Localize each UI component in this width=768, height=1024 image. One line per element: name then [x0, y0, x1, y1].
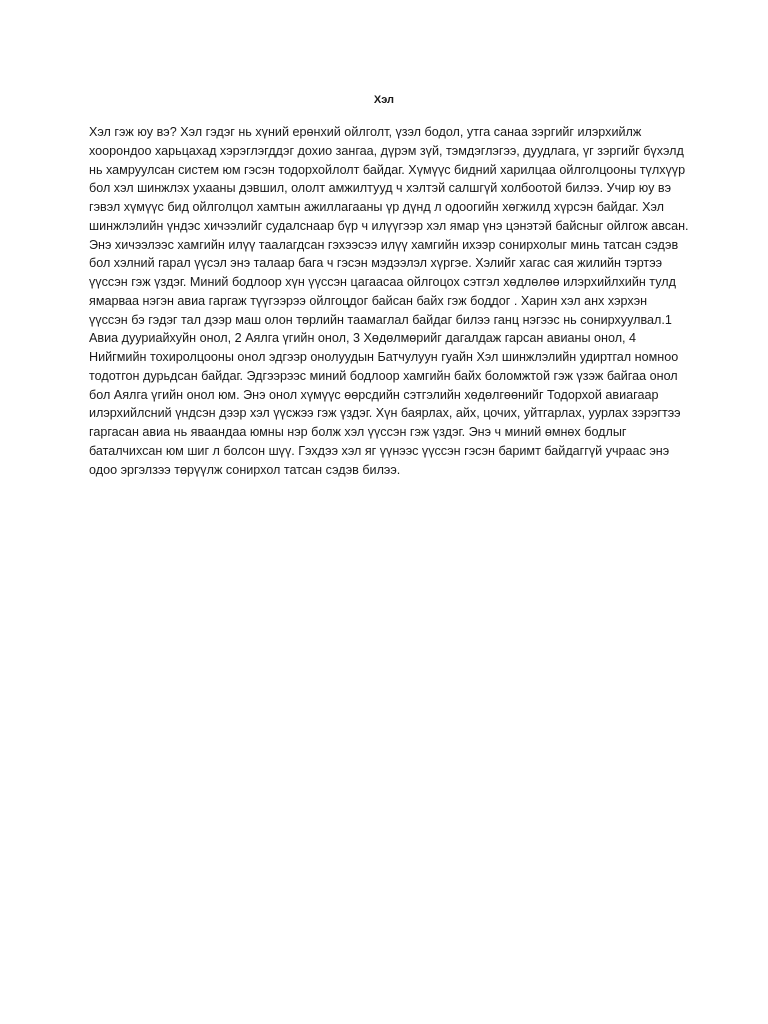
document-body-paragraph: Хэл гэж юу вэ? Хэл гэдэг нь хүний ерөнхий ойлголт, үзэл бодол, утга санаа зэргийг илэрхийлж хоорондоо харьцахад хэрэглэгддэг дохио зангаа, дүрэм зүй, тэмдэглэгээ, дуудлага, үг зэргийг бүхэлд нь хамруулсан систем юм гэсэн тодорхойлолт байдаг. Хүмүүс бидний харилцаа ойлголцооны түлхүүр бол хэл шинжлэх ухааны дэвшил, ололт амжилтууд ч хэлтэй салшгүй холбоотой билээ. Учир юу вэ гэвэл хүмүүс бид ойлголцол хамтын ажиллагааны үр дүнд л одоогийн хөгжилд хүрсэн байдаг. Хэл шинжлэлийн үндэс хичээлийг судалснаар бүр ч илүүгээр хэл ямар үнэ цэнэтэй байсныг ойлгож авсан. Энэ хичээлээс хамгийн илүү таалагдсан гэхээсээ илүү хамгийн ихээр сонирхолыг минь татсан сэдэв бол хэлний гарал үүсэл энэ талаар бага ч гэсэн мэдээлэл хүргэе. Хэлийг хагас сая жилийн тэртээ үүссэн гэж үздэг. Миний бодлоор хүн үүссэн цагаасаа ойлгоцох сэтгэл хөдлөлөө илэрхийлхийн тулд ямарваа нэгэн авиа гаргаж түүгээрээ ойлгоцдог байсан байх гэж боддог . Харин хэл анх хэрхэн үүссэн бэ гэдэг тал дээр маш олон төрлийн таамаглал байдаг билээ ганц нэгээс нь сонирхуулвал.1 Авиа дууриайхуйн онол, 2 Аялга үгийн онол, 3 Хөдөлмөрийг дагалдаж гарсан авианы онол, 4 Нийгмийн тохиролцооны онол эдгээр онолуудын Батчулуун гуайн Хэл шинжлэлийн удиртгал номноо тодотгон дурьдсан байдаг. Эдгээрээс миний бодлоор хамгийн байх боломжтой гэж үзэж байгаа онол бол Аялга үгийн онол юм. Энэ онол хүмүүс өөрсдийн сэтгэлийн хөдөлгөөнийг Тодорхой авиагаар илэрхийлсний үндсэн дээр хэл үүсжээ гэж үздэг. Хүн баярлах, айх, цочих, уйтгарлах, уурлах зэрэгтээ гаргасан авиа нь яваандаа юмны нэр болж хэл үүссэн гэж үздэг. Энэ ч миний өмнөх бодлыг баталчихсан юм шиг л болсон шүү. Гэхдээ хэл яг үүнээс үүссэн гэсэн баримт байдаггүй учраас энэ одоо эргэлзээ төрүүлж сонирхол татсан сэдэв билээ.: [89, 125, 689, 477]
document-title: Хэл: [373, 94, 395, 106]
